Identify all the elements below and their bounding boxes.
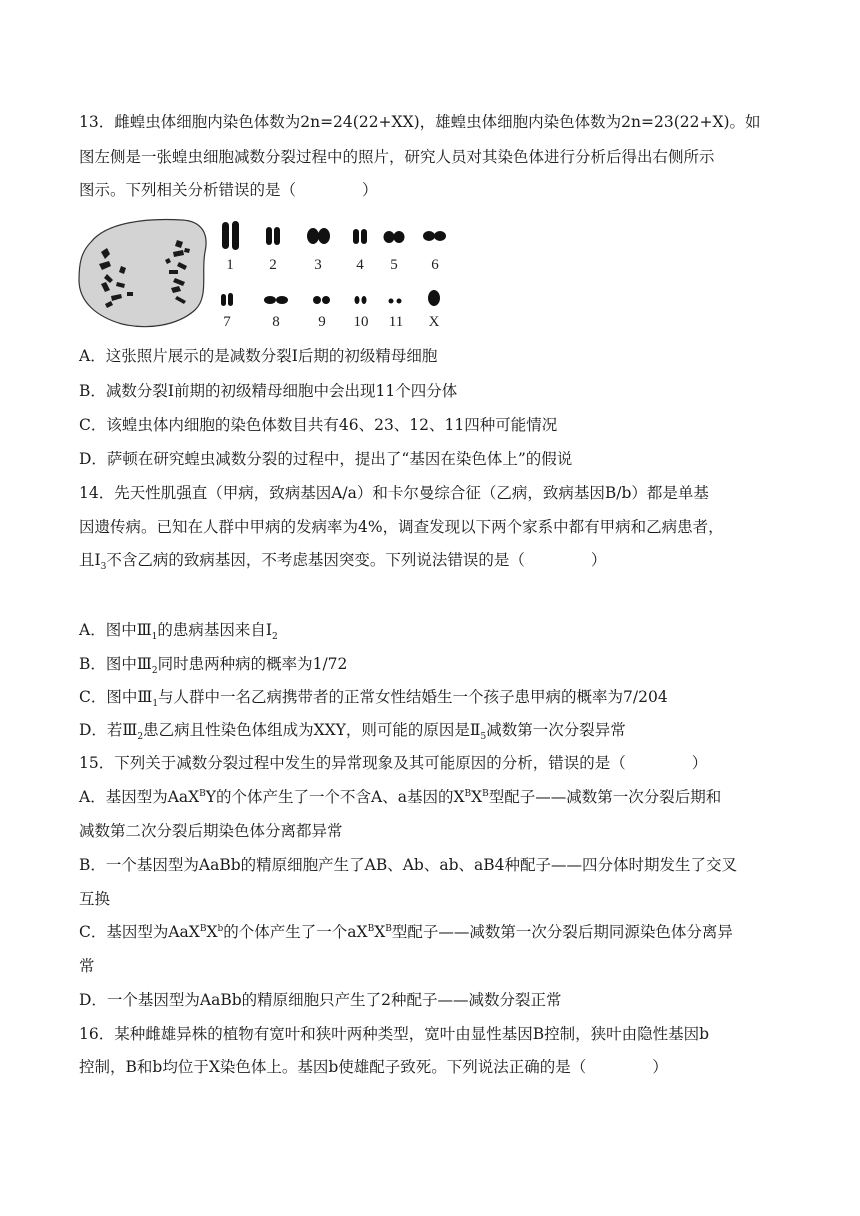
karyotype-pair-6 bbox=[423, 231, 446, 241]
grasshopper-chromosome-figure bbox=[77, 212, 467, 332]
q15-stem: 15．下列关于减数分裂过程中发生的异常现象及其可能原因的分析，错误的是（ ） bbox=[79, 754, 708, 772]
q15-option-d: D．一个基因型为AaBb的精原细胞只产生了2种配子——减数分裂正常 bbox=[79, 991, 562, 1009]
q15-option-b-line2: 互换 bbox=[79, 890, 111, 908]
q13-option-d: D．萨顿在研究蝗虫减数分裂的过程中，提出了“基因在染色体上”的假说 bbox=[79, 450, 573, 468]
q13-stem-line3: 图示。下列相关分析错误的是（ ） bbox=[79, 181, 378, 199]
karyotype-x bbox=[428, 290, 440, 306]
chromosome-label-3: 3 bbox=[314, 257, 322, 273]
chromosome-label-6: 6 bbox=[431, 257, 439, 273]
q15-option-a-line2: 减数第二次分裂后期染色体分离都异常 bbox=[79, 822, 343, 840]
karyotype-pair-9 bbox=[313, 296, 330, 304]
q16-stem-line2: 控制，B和b均位于X染色体上。基因b使雄配子致死。下列说法正确的是（ ） bbox=[79, 1058, 668, 1076]
karyotype-pair-2 bbox=[266, 227, 280, 245]
q16-stem-line1: 16．某种雌雄异株的植物有宽叶和狭叶两种类型，宽叶由显性基因B控制，狭叶由隐性基因b bbox=[79, 1025, 710, 1043]
karyotype-pair-5 bbox=[384, 231, 405, 243]
q14-stem-line2: 因遗传病。已知在人群中甲病的发病率为4%，调查发现以下两个家系中都有甲病和乙病患者， bbox=[79, 518, 724, 536]
q15-option-b-line1: B．一个基因型为AaBb的精原细胞产生了AB、Ab、ab、aB4种配子——四分体时期发生了交叉 bbox=[79, 856, 737, 874]
q13-stem-line2: 图左侧是一张蝗虫细胞减数分裂过程中的照片，研究人员对其染色体进行分析后得出右侧所示 bbox=[79, 148, 715, 166]
q13-stem-line1: 13．雌蝗虫体细胞内染色体数为2n=24(22+XX)，雄蝗虫体细胞内染色体数为2n=23(22+X)。如 bbox=[79, 113, 761, 131]
cell-photo bbox=[79, 220, 206, 327]
q13-option-a: A．这张照片展示的是减数分裂Ⅰ后期的初级精母细胞 bbox=[79, 347, 438, 365]
chromosome-label-1: 1 bbox=[226, 257, 234, 273]
karyotype-pair-10 bbox=[355, 296, 367, 304]
karyotype-pair-1 bbox=[222, 221, 239, 250]
karyotype-pair-11 bbox=[389, 299, 402, 304]
q13-option-c: C．该蝗虫体内细胞的染色体数目共有46、23、12、11四种可能情况 bbox=[79, 416, 558, 434]
q14-option-b: B．图中$Ⅲ_2$同时患两种病的概率为1/72 bbox=[79, 655, 348, 677]
q15-option-a-line1: A．基因型为AaX$^B$Y的个体产生了一个不含A、a基因的$X^BX^B$型配子——减数第一次分裂后期和 bbox=[79, 788, 722, 806]
karyotype-pair-3 bbox=[307, 228, 330, 244]
chromosome-label-5: 5 bbox=[390, 257, 398, 273]
karyotype-pair-7 bbox=[221, 293, 233, 306]
chromosome-label-x: X bbox=[428, 314, 440, 330]
q14-option-d: D．若$Ⅲ_2$患乙病且性染色体组成为XXY，则可能的原因是$Ⅱ_5$减数第一次分裂异常 bbox=[79, 721, 626, 743]
karyotype-pair-8 bbox=[264, 296, 288, 304]
q14-option-c: C．图中$Ⅲ_1$与人群中一名乙病携带者的正常女性结婚生一个孩子患甲病的概率为7/204 bbox=[79, 688, 668, 710]
q15-option-c-line2: 常 bbox=[79, 957, 95, 975]
chromosome-label-10: 10 bbox=[353, 314, 369, 330]
q13-figure bbox=[77, 212, 467, 332]
chromosome-label-2: 2 bbox=[269, 257, 277, 273]
chromosome-label-7: 7 bbox=[223, 314, 231, 330]
chromosome-label-11: 11 bbox=[388, 314, 404, 330]
chromosome-label-9: 9 bbox=[318, 314, 326, 330]
karyotype-pair-4 bbox=[353, 229, 367, 244]
q15-option-c-line1: C．基因型为$AaX^BX^b$的个体产生了一个$aX^BX^B$型配子——减数第一次分裂后期同源染色体分离异 bbox=[79, 923, 733, 941]
q14-stem-line1: 14．先天性肌强直（甲病，致病基因A/a）和卡尔曼综合征（乙病，致病基因B/b）都是单基 bbox=[79, 484, 709, 502]
chromosome-label-8: 8 bbox=[272, 314, 280, 330]
q13-option-b: B．减数分裂Ⅰ前期的初级精母细胞中会出现11个四分体 bbox=[79, 382, 458, 400]
q14-stem-line3: 且$Ⅰ_3$不含乙病的致病基因，不考虑基因突变。下列说法错误的是（ ） bbox=[79, 551, 607, 573]
q14-option-a: A．图中$Ⅲ_1$的患病基因来自$Ⅰ_2$ bbox=[79, 621, 278, 643]
chromosome-label-4: 4 bbox=[356, 257, 364, 273]
